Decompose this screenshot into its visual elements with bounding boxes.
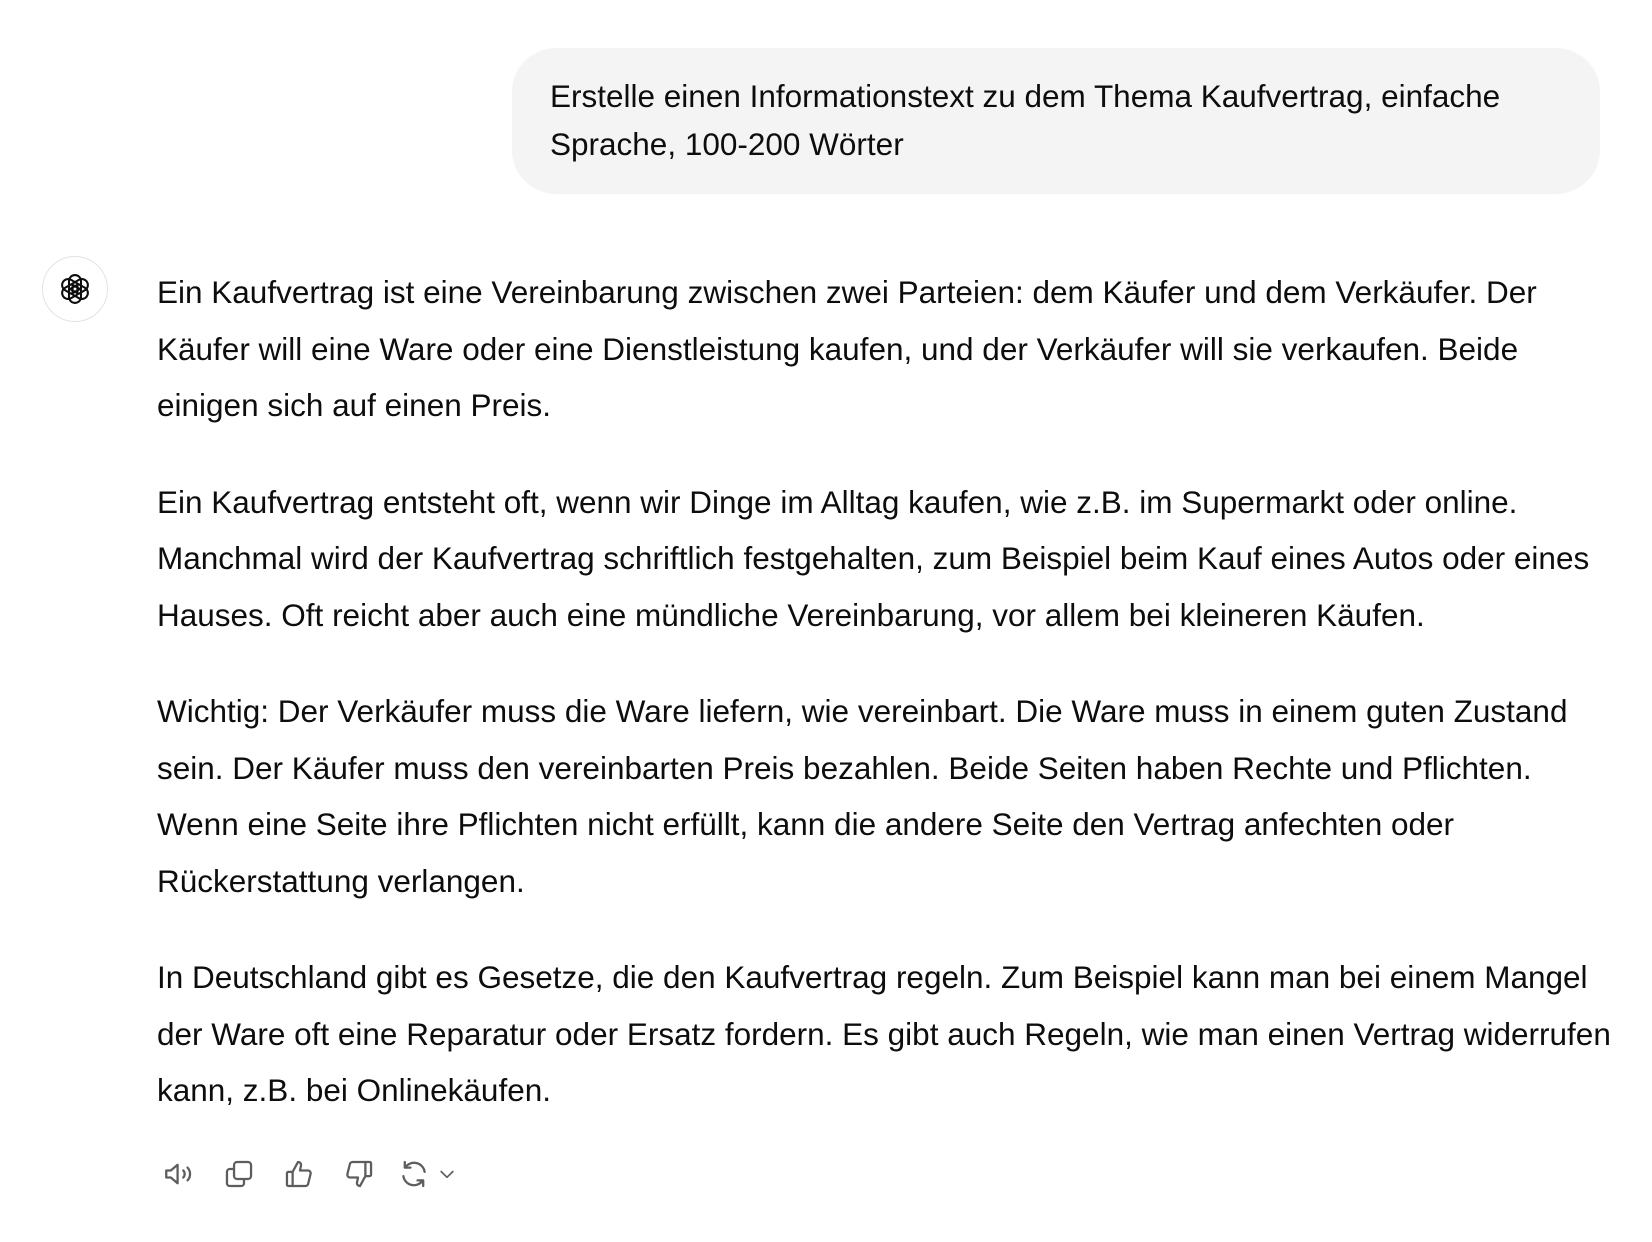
user-message-bubble: Erstelle einen Informationstext zu dem Thema Kaufvertrag, einfache Sprache, 100-200 Wörter	[512, 48, 1600, 194]
assistant-avatar	[42, 256, 108, 322]
assistant-paragraph: Ein Kaufvertrag entsteht oft, wenn wir Dinge im Alltag kaufen, wie z.B. im Supermarkt oder online. Manchmal wird der Kaufvertrag schriftlich festgehalten, zum Beispiel beim Kauf eines Autos oder eines Hauses. Oft reicht aber auch eine mündliche Vereinbarung, vor allem bei kleineren Käufen.	[157, 483, 1590, 633]
read-aloud-button[interactable]	[157, 1152, 201, 1196]
thumbs-down-icon	[342, 1157, 376, 1191]
message-action-bar	[157, 1152, 477, 1196]
openai-logo-icon	[56, 270, 94, 308]
assistant-message	[157, 264, 1612, 1159]
regenerate-button[interactable]	[397, 1152, 461, 1196]
chevron-down-icon	[437, 1164, 457, 1184]
user-message-row	[512, 48, 1600, 194]
thumbs-up-icon	[282, 1157, 316, 1191]
copy-icon	[222, 1157, 256, 1191]
assistant-paragraph: Ein Kaufvertrag ist eine Vereinbarung zwischen zwei Parteien: dem Käufer und dem Verkäufer. Der Käufer will eine Ware oder eine Dienstleistung kaufen, und der Verkäufer will sie verkaufen. Beide einigen sich auf einen Preis.	[157, 274, 1537, 423]
read-aloud-icon	[162, 1157, 196, 1191]
assistant-paragraph: Wichtig: Der Verkäufer muss die Ware liefern, wie vereinbart. Die Ware muss in einem guten Zustand sein. Der Käufer muss den vereinbarten Preis bezahlen. Beide Seiten haben Rechte und Pflichten. Wenn eine Seite ihre Pflichten nicht erfüllt, kann die andere Seite den Vertrag anfechten oder Rückerstattung verlangen.	[157, 693, 1568, 899]
regenerate-icon	[397, 1157, 431, 1191]
copy-button[interactable]	[217, 1152, 261, 1196]
thumbs-down-button[interactable]	[337, 1152, 381, 1196]
assistant-paragraph: In Deutschland gibt es Gesetze, die den Kaufvertrag regeln. Zum Beispiel kann man bei einem Mangel der Ware oft eine Reparatur oder Ersatz fordern. Es gibt auch Regeln, wie man einen Vertrag widerrufen kann, z.B. bei Onlinekäufen.	[157, 959, 1611, 1108]
thumbs-up-button[interactable]	[277, 1152, 321, 1196]
